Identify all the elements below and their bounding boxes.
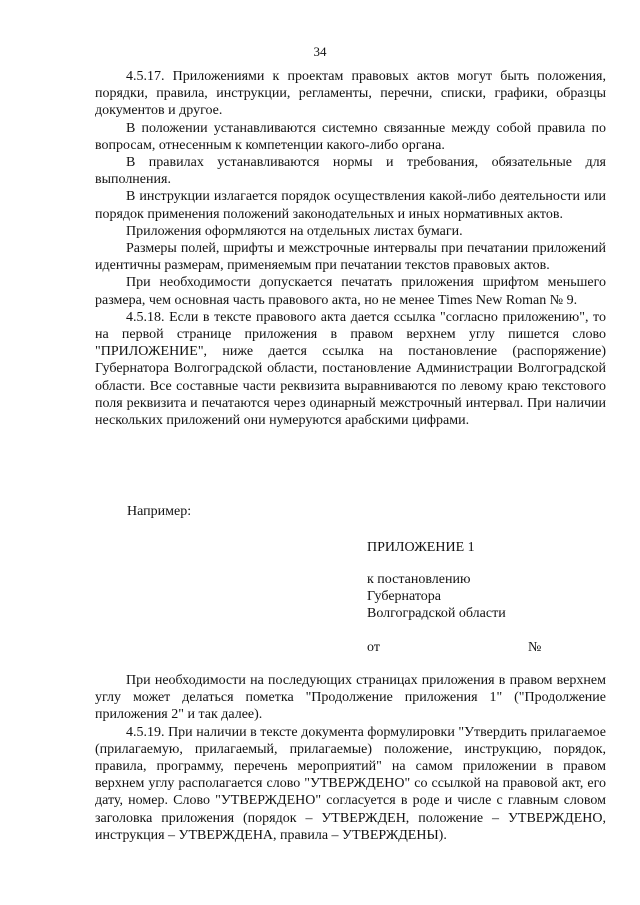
- appendix-date-label: от: [367, 640, 380, 655]
- paragraph-oformlenie: Приложения оформляются на отдельных листах бумаги.: [126, 223, 463, 239]
- main-text-top: [95, 68, 606, 429]
- paragraph-instrukciya: В инструкции излагается порядок осуществления какой-либо деятельности или порядок применения положений законодательных и иных нормативных актов.: [95, 189, 606, 222]
- example-label: Например:: [127, 504, 192, 519]
- paragraph-shrift: При необходимости допускается печатать приложения шрифтом меньшего размера, чем основная часть правового акта, но не менее Times New Roman № 9.: [95, 275, 606, 308]
- paragraph-polozhenie: В положении устанавливаются системно связанные между собой правила по вопросам, отнесенным к компетенции какого-либо органа.: [95, 120, 606, 153]
- paragraph-pravila: В правилах устанавливаются нормы и требования, обязательные для выполнения.: [95, 155, 606, 188]
- paragraph-4-5-19: 4.5.19. При наличии в тексте документа формулировки "Утвердить прилагаемое (прилагаемую, прилагаемый, прилагаемые) положение, инструкцию, порядок, правила, программу, перечень мероприятий" на самом приложении в правом верхнем углу располагается слово "УТВЕРЖДЕНО" со ссылкой на правовой акт, его дату, номер. Слово "УТВЕРЖДЕНО" согласуется в роде и числе с главным словом заголовка приложения (порядок – УТВЕРЖДЕН, положение – УТВЕРЖДЕНО, инструкция – УТВЕРЖДЕНА, правила – УТВЕРЖДЕНЫ).: [95, 724, 606, 843]
- appendix-reference-line: Волгоградской области: [367, 606, 506, 622]
- appendix-reference-line: к постановлению: [367, 572, 471, 587]
- appendix-reference-line: Губернатора: [367, 589, 442, 605]
- main-text-bottom: [95, 672, 606, 844]
- paragraph-prodolzhenie: При необходимости на последующих страницах приложения в правом верхнем углу может делаться пометка "Продолжение приложения 1" ("Продолжение приложения 2" и так далее).: [95, 673, 606, 723]
- paragraph-4-5-17: 4.5.17. Приложениями к проектам правовых актов могут быть положения, порядки, правила, инструкции, регламенты, перечни, списки, графики, образцы документов и другое.: [95, 69, 606, 119]
- paragraph-razmery: Размеры полей, шрифты и межстрочные интервалы при печатании приложений идентичны размерам, применяемым при печатании текстов правовых актов.: [95, 241, 606, 274]
- appendix-title: ПРИЛОЖЕНИЕ 1: [367, 540, 475, 555]
- page-number: 34: [313, 44, 327, 59]
- appendix-reference: [367, 571, 506, 623]
- paragraph-4-5-18: 4.5.18. Если в тексте правового акта дается ссылка "согласно приложению", то на первой странице приложения в правом верхнем углу пишется слово "ПРИЛОЖЕНИЕ", ниже дается ссылка на постановление (распоряжение) Губернатора Волгоградской области, постановление Администрации Волгоградской области. Все составные части реквизита выравниваются по левому краю текстового поля реквизита и печатаются через одинарный межстрочный интервал. При наличии нескольких приложений они нумеруются арабскими цифрами.: [95, 309, 606, 429]
- appendix-number-label: №: [528, 640, 542, 655]
